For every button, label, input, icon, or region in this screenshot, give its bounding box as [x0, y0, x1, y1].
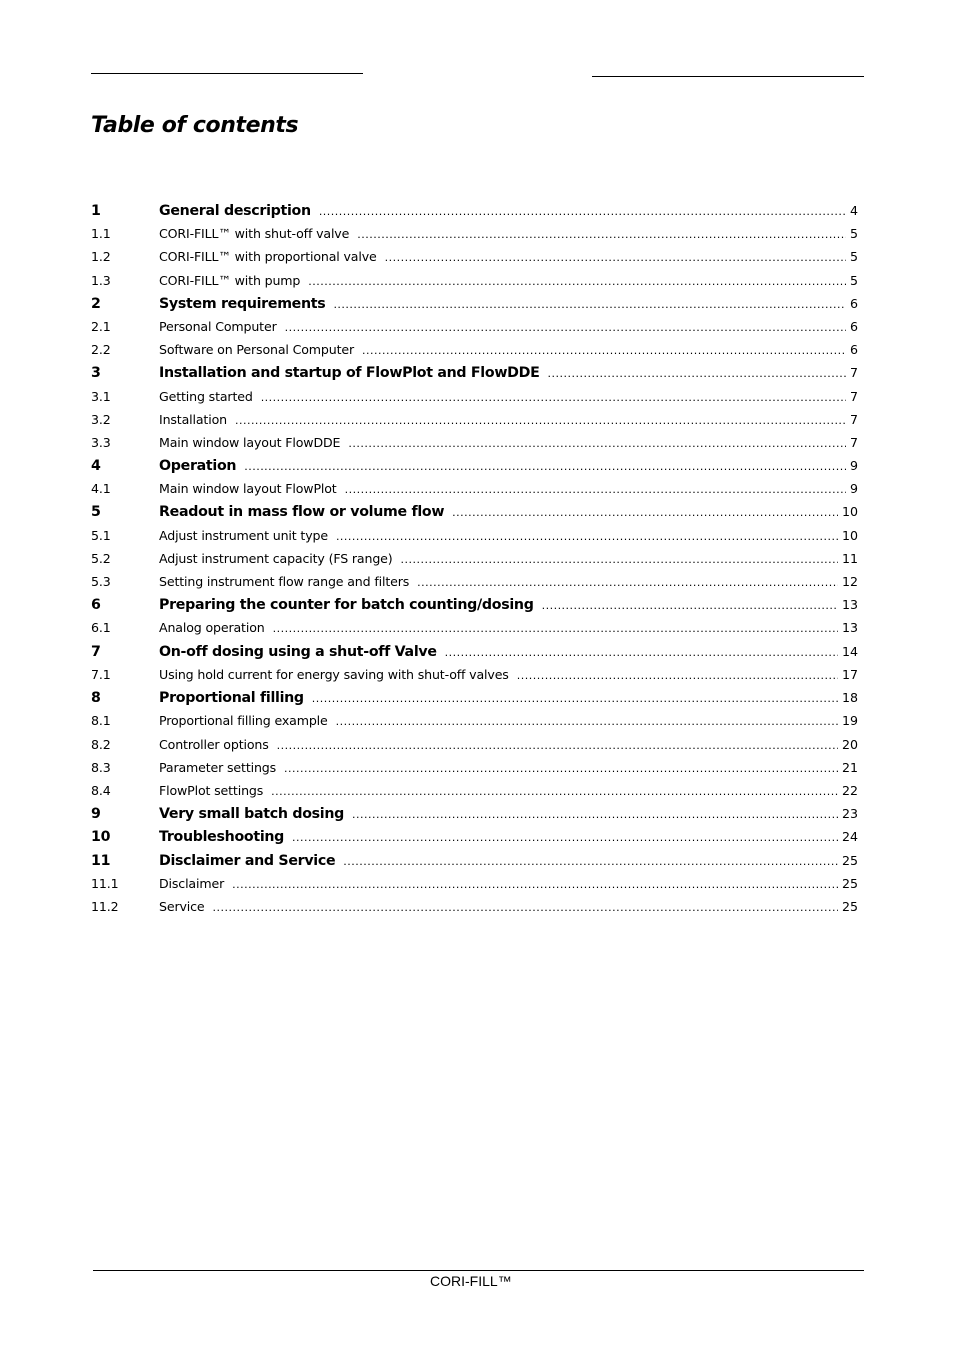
toc-entry-title: Adjust instrument capacity (FS range): [159, 550, 393, 566]
toc-entry-page: 10: [841, 527, 858, 543]
toc-entry-page: 17: [841, 666, 858, 682]
toc-dot-leader: [357, 228, 846, 241]
toc-section-entry[interactable]: [91, 481, 858, 504]
toc-chapter-entry[interactable]: [91, 203, 858, 226]
toc-entry-number: 3.2: [91, 411, 111, 427]
toc-entry-number: 1.3: [91, 272, 111, 288]
toc-entry-number: 5: [91, 504, 101, 521]
toc-entry-title: Software on Personal Computer: [159, 342, 355, 358]
toc-section-entry[interactable]: [91, 667, 858, 690]
toc-dot-leader: [336, 715, 838, 728]
toc-section-entry[interactable]: [91, 783, 858, 806]
toc-entry-number: 1.1: [91, 226, 111, 242]
toc-entry-number: 2.2: [91, 342, 111, 358]
toc-dot-leader: [542, 599, 838, 612]
toc-entry-page: 7: [849, 365, 858, 381]
toc-dot-leader: [385, 251, 846, 264]
toc-dot-leader: [345, 483, 846, 496]
toc-entry-page: 14: [841, 643, 858, 659]
toc-entry-number: 4.1: [91, 481, 111, 497]
toc-entry-number: 8.2: [91, 736, 111, 752]
toc-entry-page: 5: [849, 272, 858, 288]
toc-chapter-entry[interactable]: [91, 690, 858, 713]
toc-entry-title: Main window layout FlowPlot: [159, 481, 337, 497]
toc-entry-title: Preparing the counter for batch counting/dosing: [159, 597, 534, 614]
toc-entry-page: 22: [841, 782, 858, 798]
toc-entry-number: 6.1: [91, 620, 111, 636]
toc-entry-page: 5: [849, 249, 858, 265]
toc-dot-leader: [319, 205, 846, 218]
toc-dot-leader: [235, 414, 846, 427]
toc-entry-page: 6: [849, 319, 858, 335]
toc-section-entry[interactable]: [91, 551, 858, 574]
toc-entry-number: 3: [91, 365, 101, 382]
toc-entry-number: 5.2: [91, 550, 111, 566]
toc-dot-leader: [213, 901, 838, 914]
toc-entry-number: 11: [91, 852, 111, 869]
toc-entry-title: Service: [159, 899, 205, 915]
toc-chapter-entry[interactable]: [91, 504, 858, 527]
toc-entry-title: Adjust instrument unit type: [159, 527, 328, 543]
toc-entry-title: Analog operation: [159, 620, 265, 636]
toc-dot-leader: [312, 692, 838, 705]
toc-entry-number: 9: [91, 805, 101, 822]
toc-entry-number: 8: [91, 690, 101, 707]
toc-chapter-entry[interactable]: [91, 296, 858, 319]
toc-dot-leader: [273, 622, 838, 635]
toc-dot-leader: [352, 808, 838, 821]
toc-entry-page: 6: [849, 295, 858, 311]
toc-chapter-entry[interactable]: [91, 365, 858, 388]
toc-entry-page: 25: [841, 875, 858, 891]
toc-chapter-entry[interactable]: [91, 806, 858, 829]
toc-entry-number: 7.1: [91, 666, 111, 682]
toc-entry-title: Installation: [159, 411, 227, 427]
header-rule-right: [592, 76, 864, 77]
toc-entry-page: 13: [841, 620, 858, 636]
toc-entry-number: 5.1: [91, 527, 111, 543]
toc-entry-page: 10: [841, 504, 858, 520]
toc-dot-leader: [271, 785, 838, 798]
toc-entry-title: CORI-FILL™ with shut-off valve: [159, 226, 350, 242]
toc-entry-number: 8.4: [91, 782, 111, 798]
toc-dot-leader: [348, 437, 846, 450]
toc-dot-leader: [401, 553, 838, 566]
toc-entry-title: CORI-FILL™ with proportional valve: [159, 249, 377, 265]
toc-section-entry[interactable]: [91, 319, 858, 342]
toc-dot-leader: [261, 391, 846, 404]
toc-section-entry[interactable]: [91, 273, 858, 296]
page-title: Table of contents: [91, 113, 299, 138]
toc-entry-number: 8.1: [91, 713, 111, 729]
toc-dot-leader: [452, 506, 838, 519]
toc-chapter-entry[interactable]: [91, 829, 858, 852]
toc-entry-page: 20: [841, 736, 858, 752]
table-of-contents: [91, 203, 858, 922]
toc-section-entry[interactable]: [91, 574, 858, 597]
toc-dot-leader: [445, 646, 838, 659]
toc-entry-number: 2.1: [91, 319, 111, 335]
toc-entry-page: 7: [849, 388, 858, 404]
toc-section-entry[interactable]: [91, 226, 858, 249]
toc-entry-title: Readout in mass flow or volume flow: [159, 504, 445, 521]
toc-chapter-entry[interactable]: [91, 853, 858, 876]
toc-section-entry[interactable]: [91, 389, 858, 412]
toc-entry-page: 5: [849, 226, 858, 242]
toc-chapter-entry[interactable]: [91, 644, 858, 667]
footer-rule: [93, 1270, 864, 1271]
header-rule-left: [91, 73, 363, 74]
toc-entry-number: 4: [91, 457, 101, 474]
toc-entry-page: 21: [841, 759, 858, 775]
toc-entry-number: 3.3: [91, 434, 111, 450]
toc-entry-title: Controller options: [159, 736, 269, 752]
toc-section-entry[interactable]: [91, 760, 858, 783]
toc-dot-leader: [308, 275, 846, 288]
toc-section-entry[interactable]: [91, 899, 858, 922]
toc-entry-title: Setting instrument flow range and filters: [159, 573, 410, 589]
toc-entry-page: 11: [841, 550, 858, 566]
toc-dot-leader: [285, 321, 846, 334]
toc-dot-leader: [517, 669, 838, 682]
toc-entry-title: System requirements: [159, 295, 326, 312]
toc-chapter-entry[interactable]: [91, 458, 858, 481]
toc-entry-number: 5.3: [91, 573, 111, 589]
toc-entry-page: 12: [841, 573, 858, 589]
toc-dot-leader: [547, 367, 846, 380]
toc-section-entry[interactable]: [91, 435, 858, 458]
toc-entry-page: 24: [841, 829, 858, 845]
toc-dot-leader: [343, 855, 838, 868]
toc-entry-title: FlowPlot settings: [159, 782, 264, 798]
toc-entry-page: 9: [849, 481, 858, 497]
toc-entry-number: 1: [91, 203, 101, 219]
toc-entry-number: 2: [91, 295, 101, 312]
toc-section-entry[interactable]: [91, 412, 858, 435]
toc-dot-leader: [362, 344, 846, 357]
toc-section-entry[interactable]: [91, 620, 858, 643]
toc-entry-page: 19: [841, 713, 858, 729]
toc-entry-title: Disclaimer: [159, 875, 225, 891]
toc-section-entry[interactable]: [91, 342, 858, 365]
toc-section-entry[interactable]: [91, 528, 858, 551]
toc-dot-leader: [244, 460, 846, 473]
toc-chapter-entry[interactable]: [91, 597, 858, 620]
toc-dot-leader: [333, 298, 846, 311]
toc-entry-title: Main window layout FlowDDE: [159, 434, 341, 450]
toc-entry-number: 10: [91, 829, 111, 846]
toc-entry-number: 11.2: [91, 899, 119, 915]
toc-entry-page: 18: [841, 690, 858, 706]
toc-entry-number: 6: [91, 597, 101, 614]
toc-entry-number: 1.2: [91, 249, 111, 265]
toc-entry-page: 7: [849, 411, 858, 427]
toc-entry-title: Using hold current for energy saving with shut-off valves: [159, 666, 509, 682]
toc-entry-title: CORI-FILL™ with pump: [159, 272, 301, 288]
toc-entry-page: 4: [849, 203, 858, 218]
toc-dot-leader: [417, 576, 838, 589]
toc-entry-title: Proportional filling example: [159, 713, 328, 729]
toc-section-entry[interactable]: [91, 737, 858, 760]
toc-entry-title: Troubleshooting: [159, 829, 285, 846]
toc-dot-leader: [284, 762, 838, 775]
toc-entry-page: 25: [841, 852, 858, 868]
toc-entry-page: 13: [841, 597, 858, 613]
toc-entry-title: Operation: [159, 457, 237, 474]
toc-entry-page: 25: [841, 899, 858, 915]
toc-entry-title: General description: [159, 203, 311, 219]
toc-entry-title: Installation and startup of FlowPlot and FlowDDE: [159, 365, 540, 382]
toc-entry-page: 23: [841, 805, 858, 821]
toc-entry-title: Disclaimer and Service: [159, 852, 336, 869]
toc-section-entry[interactable]: [91, 713, 858, 736]
toc-section-entry[interactable]: [91, 876, 858, 899]
toc-dot-leader: [336, 530, 838, 543]
toc-entry-title: Personal Computer: [159, 319, 277, 335]
footer-product-name: CORI-FILL™: [430, 1273, 512, 1289]
toc-entry-page: 7: [849, 434, 858, 450]
toc-entry-title: Getting started: [159, 388, 253, 404]
toc-entry-title: On-off dosing using a shut-off Valve: [159, 643, 437, 660]
toc-entry-number: 3.1: [91, 388, 111, 404]
toc-dot-leader: [292, 831, 838, 844]
toc-entry-title: Proportional filling: [159, 690, 304, 707]
toc-entry-page: 9: [849, 457, 858, 473]
toc-section-entry[interactable]: [91, 249, 858, 272]
toc-dot-leader: [232, 878, 838, 891]
toc-entry-number: 8.3: [91, 759, 111, 775]
toc-entry-title: Very small batch dosing: [159, 805, 345, 822]
toc-entry-number: 11.1: [91, 875, 119, 891]
toc-entry-page: 6: [849, 342, 858, 358]
toc-entry-title: Parameter settings: [159, 759, 277, 775]
toc-entry-number: 7: [91, 643, 101, 660]
toc-dot-leader: [277, 739, 838, 752]
